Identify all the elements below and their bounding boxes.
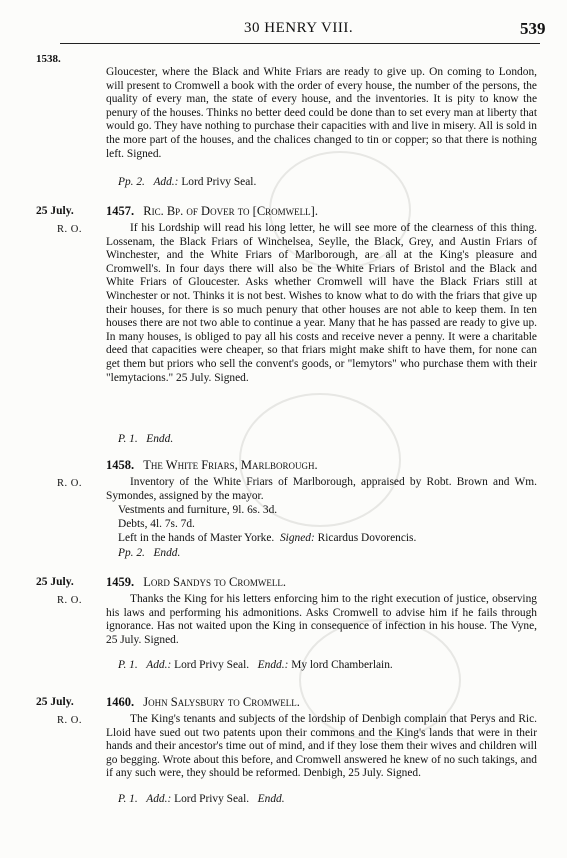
entry-heading bbox=[106, 204, 318, 219]
inventory-line: Debts, 4l. 7s. 7d. bbox=[118, 518, 195, 530]
entry-title: Lord Sandys to Cromwell. bbox=[143, 575, 287, 589]
entry-source: R. O. bbox=[57, 595, 82, 606]
entry-text: Thanks the King for his letters enforcing him to the right execution of justice, observing his laws and performing his admonitions. Asks Cromwell to advise him if he fails through ignorance. Has not waited upon the King in consequence of infection in his house. The Vyne, 25 July. Signed. bbox=[106, 593, 537, 646]
address-value: Lord Privy Seal. bbox=[174, 793, 250, 805]
entry-heading bbox=[106, 575, 286, 590]
address-value: Lord Privy Seal. bbox=[174, 659, 250, 671]
entry-text: The King's tenants and subjects of the lordship of Denbigh complain that Perys and Ric. Lloid have sued out two patents upon their commons and the King's lands that were in their hands and their ancestor's time out of mind, and if they lose them their wives and children will go begging. Wrote about this before, and Cromwell answered he knew of no such takings, and if any such were, they should be reformed. Denbigh, 25 July. Signed. bbox=[106, 713, 537, 780]
endorsed-label: Endd.: bbox=[257, 659, 289, 671]
address-label: Add.: bbox=[153, 176, 179, 188]
entry-number: 1457. bbox=[106, 204, 135, 218]
entry-source: R. O. bbox=[57, 478, 82, 489]
entry-text: If his Lordship will read his long letter, he will see more of the clearness of this thing. Lossenam, the Black Friars of Winchelsea, Seylle, the Black, Grey, and Austin Friars of Winchester, and the White Friars of Marlborough, are all at the King's pleasure and Cromwell's. In four days there will also be the White Friars of Bristol and the Black and White Friars of Gloucester. Asks whether Cromwell will have the Black Friars still at Winchester or not. Thinks it is not best. Wishes to know what to do with the friars that give up their houses, for there is so much penury that other houses are not able to keep them. In ten houses there are not two able to continue a year. Many that he has passed are ready to give up. In many houses, is obliged to pay all his costs and receive never a penny. It were a charitable deed that capacities were cheaper, so that friars might make shift to have them, for none can get them but priors who sell the convent's goods, or "lemytors" who purchase them with their "lemytacions." 25 July. Signed. bbox=[106, 222, 537, 384]
signed-name: Ricardus Dovorencis. bbox=[317, 532, 417, 544]
endorsed-value: My lord Chamberlain. bbox=[291, 659, 393, 671]
entry-heading bbox=[106, 458, 318, 473]
page-count: P. 1. bbox=[118, 433, 138, 445]
entry-title: Ric. Bp. of Dover to [Cromwell]. bbox=[143, 204, 318, 218]
entry-date: 25 July. bbox=[36, 576, 74, 588]
entry-date: 25 July. bbox=[36, 696, 74, 708]
continuation-text: Gloucester, where the Black and White Friars are ready to give up. On coming to London, will present to Cromwell a book with the order of every house, the number of the persons, the quality of every man, the state of every house, and the inventories. It is pity to know the penury of the houses. Thinks no better deed could be done than to set every man at liberty that would go. They have nothing to purchase their capacities with and live in misery. All is sold in the more part of the houses, and the chalices changed to tin or copper; so that there is nothing left. Signed. bbox=[106, 66, 537, 160]
entry-title: John Salysbury to Cromwell. bbox=[143, 695, 300, 709]
entry-footnote bbox=[118, 659, 393, 671]
endorsed-label: Endd. bbox=[146, 433, 174, 445]
entry-date: 25 July. bbox=[36, 205, 74, 217]
entry-text: Inventory of the White Friars of Marlborough, appraised by Robt. Brown and Wm. Symondes, assigned by the mayor. bbox=[106, 476, 537, 502]
endorsed-label: Endd. bbox=[153, 547, 181, 559]
page-count: P. 1. bbox=[118, 659, 138, 671]
entry-source: R. O. bbox=[57, 715, 82, 726]
entry-number: 1459. bbox=[106, 575, 135, 589]
entry-footnote bbox=[118, 793, 285, 805]
continuation-footnote bbox=[118, 176, 256, 188]
address-label: Add.: bbox=[146, 793, 172, 805]
inventory-line: Vestments and furniture, 9l. 6s. 3d. bbox=[118, 504, 278, 516]
entry-number: 1460. bbox=[106, 695, 135, 709]
endorsed-label: Endd. bbox=[257, 793, 285, 805]
margin-year: 1538. bbox=[36, 53, 61, 65]
entry-footnote bbox=[118, 547, 180, 559]
entry-source: R. O. bbox=[57, 224, 82, 235]
entry-title: The White Friars, Marlborough. bbox=[143, 458, 318, 472]
left-line bbox=[118, 532, 416, 544]
running-header bbox=[0, 20, 567, 42]
entry-footnote bbox=[118, 433, 173, 445]
address-label: Add.: bbox=[146, 659, 172, 671]
page-count: Pp. 2. bbox=[118, 176, 145, 188]
page-count: P. 1. bbox=[118, 793, 138, 805]
running-title: 30 HENRY VIII. bbox=[244, 20, 354, 36]
address-value: Lord Privy Seal. bbox=[181, 176, 257, 188]
entry-heading bbox=[106, 695, 300, 710]
page-number: 539 bbox=[520, 19, 546, 38]
entry-number: 1458. bbox=[106, 458, 135, 472]
left-text: Left in the hands of Master Yorke. bbox=[118, 532, 275, 544]
page-count: Pp. 2. bbox=[118, 547, 145, 559]
header-rule bbox=[60, 43, 540, 44]
signed-label: Signed: bbox=[279, 532, 315, 544]
